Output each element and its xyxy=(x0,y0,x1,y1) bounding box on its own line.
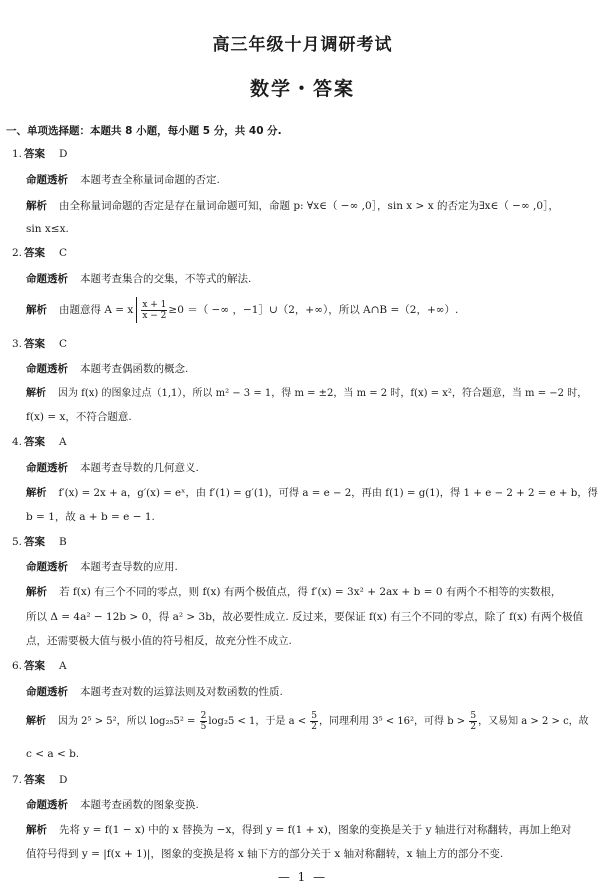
question-7-solution-cont: 值符号得到 y = |f(x + 1)|，图象的变换是将 x 轴下方的部分关于 x 轴对称翻转，x 轴上方的部分不变. xyxy=(26,848,504,860)
answer-value: B xyxy=(59,536,67,548)
answer-label: 答案 xyxy=(24,536,46,548)
question-3-hint xyxy=(26,362,188,376)
fraction-numerator: x + 1 xyxy=(142,299,167,310)
question-3-solution-cont: f(x) = x，不符合题意. xyxy=(26,411,132,423)
solution-text: 因为 f(x) 的图象过点（1,1），所以 m² − 3 = 1，得 m = ±2，当 m = 2 时，f(x) = x²，符合题意，当 m = −2 时， xyxy=(58,388,588,399)
page-title: 高三年级十月调研考试 xyxy=(212,35,393,55)
question-7-hint xyxy=(26,798,199,812)
question-4-hint xyxy=(26,461,199,475)
question-1-solution xyxy=(26,199,559,213)
hint-label: 命题透析 xyxy=(26,799,68,811)
answer-label: 答案 xyxy=(24,148,46,160)
page-subtitle: 数学・答案 xyxy=(249,78,355,100)
fraction-numerator: 2 xyxy=(200,711,207,721)
hint-label: 命题透析 xyxy=(26,273,68,285)
hint-text: 本题考查导数的几何意义. xyxy=(80,462,199,474)
fraction xyxy=(200,711,208,732)
hint-text: 本题考查全称量词命题的否定. xyxy=(80,174,220,186)
question-7-solution xyxy=(26,823,571,837)
hint-label: 命题透析 xyxy=(26,561,68,573)
question-number: 6. xyxy=(12,660,23,672)
hint-label: 命题透析 xyxy=(26,174,68,186)
question-5-answer-line xyxy=(12,535,67,549)
hint-text: 本题考查对数的运算法则及对数函数的性质. xyxy=(80,686,283,698)
question-3-solution xyxy=(26,387,587,401)
question-6-solution-cont: c < a < b. xyxy=(26,748,80,760)
solution-label: 解析 xyxy=(26,388,46,399)
solution-label: 解析 xyxy=(26,716,46,727)
answer-label: 答案 xyxy=(24,338,46,350)
solution-text: 若 f(x) 有三个不同的零点，则 f(x) 有两个极值点，得 f′(x) = 3x² + 2ax + b = 0 有两个不相等的实数根， xyxy=(59,586,562,598)
solution-text: ，又易知 a > 2 > c，故 xyxy=(478,716,589,727)
question-2-solution xyxy=(26,296,458,324)
solution-text: 因为 2⁵ > 5²，所以 log₂₅5² = xyxy=(58,716,199,727)
answer-label: 答案 xyxy=(24,436,46,448)
question-7-answer-line xyxy=(12,773,67,787)
answer-label: 答案 xyxy=(24,247,46,259)
fraction-numerator: 5 xyxy=(311,711,318,721)
answer-value: A xyxy=(59,436,67,448)
question-5-solution xyxy=(26,585,561,599)
question-5-solution-cont: 所以 Δ = 4a² − 12b > 0，得 a² > 3b，故必要性成立. 反过来，要保证 f(x) 有三个不同的零点，除了 f(x) 有两个极值 xyxy=(26,611,583,623)
fraction xyxy=(310,711,318,732)
question-number: 1. xyxy=(12,148,23,160)
question-1-hint xyxy=(26,173,220,187)
question-number: 2. xyxy=(12,247,23,259)
solution-text: f′(x) = 2x + a，g′(x) = eˣ，由 f′(1) = g′(1)，可得 a = e − 2，再由 f(1) = g(1)，得 1 + e − 2 + 2 = e + b，得 xyxy=(58,487,598,499)
fraction xyxy=(469,711,477,732)
solution-text: log₂5 < 1，于是 a < xyxy=(208,716,310,727)
solution-label: 解析 xyxy=(26,487,47,499)
question-6-solution xyxy=(26,708,589,736)
solution-label: 解析 xyxy=(26,200,47,212)
hint-text: 本题考查偶函数的概念. xyxy=(80,363,189,375)
solution-text: 由题意得 A = xyxy=(59,304,128,316)
question-5-solution-cont: 点，还需要极大值与极小值的符号相反，故充分性不成立. xyxy=(26,635,292,647)
solution-text: 先将 y = f(1 − x) 中的 x 替换为 −x，得到 y = f(1 + x)，图象的变换是关于 y 轴进行对称翻转，再加上绝对 xyxy=(59,824,572,836)
section-heading: 一、单项选择题：本题共 8 小题，每小题 5 分，共 40 分. xyxy=(6,125,282,137)
question-2-answer-line xyxy=(12,246,67,260)
answer-value: D xyxy=(59,148,68,160)
question-1-answer-line xyxy=(12,147,67,161)
question-6-answer-line xyxy=(12,659,67,673)
solution-text: ，同理利用 3⁵ < 16²，可得 b > xyxy=(319,716,469,727)
fraction-denominator: 5 xyxy=(200,722,207,732)
answer-value: C xyxy=(59,247,68,259)
question-number: 5. xyxy=(12,536,23,548)
set-builder-bar xyxy=(136,297,137,323)
question-4-solution-cont: b = 1，故 a + b = e − 1. xyxy=(26,511,155,523)
solution-text: 由全称量词命题的否定是存在量词命题可知，命题 p: ∀x∈（ −∞ ,0］，sin x > x 的否定为∃x∈（ −∞ ,0］， xyxy=(59,200,559,212)
question-2-hint xyxy=(26,272,251,286)
solution-label: 解析 xyxy=(26,586,47,598)
question-5-hint xyxy=(26,560,178,574)
hint-label: 命题透析 xyxy=(26,462,68,474)
question-1-solution-cont: sin x≤x. xyxy=(26,223,69,235)
answer-value: C xyxy=(59,338,68,350)
hint-text: 本题考查集合的交集，不等式的解法. xyxy=(80,273,252,285)
fraction-denominator: x − 2 xyxy=(142,310,167,321)
question-4-answer-line xyxy=(12,435,67,449)
question-4-solution xyxy=(26,486,598,500)
question-6-hint xyxy=(26,685,283,699)
fraction-denominator: 2 xyxy=(311,722,318,732)
hint-text: 本题考查函数的图象变换. xyxy=(80,799,199,811)
question-number: 7. xyxy=(12,774,23,786)
answer-value: D xyxy=(59,774,68,786)
answer-value: A xyxy=(59,660,67,672)
answer-label: 答案 xyxy=(24,660,46,672)
solution-label: 解析 xyxy=(26,824,47,836)
page-number: — 1 — xyxy=(277,870,328,884)
answer-label: 答案 xyxy=(24,774,46,786)
solution-text-cont: ≥0 ＝（ −∞ ，−1］∪（2，+∞），所以 A∩B =（2，+∞）. xyxy=(168,304,459,316)
fraction-denominator: 2 xyxy=(470,722,477,732)
question-number: 3. xyxy=(12,338,23,350)
solution-label: 解析 xyxy=(26,304,47,316)
fraction xyxy=(141,300,167,321)
fraction-numerator: 5 xyxy=(470,711,477,721)
hint-label: 命题透析 xyxy=(26,363,68,375)
question-3-answer-line xyxy=(12,337,67,351)
hint-label: 命题透析 xyxy=(26,686,68,698)
hint-text: 本题考查导数的应用. xyxy=(80,561,178,573)
question-number: 4. xyxy=(12,436,23,448)
set-variable: x xyxy=(127,304,134,316)
